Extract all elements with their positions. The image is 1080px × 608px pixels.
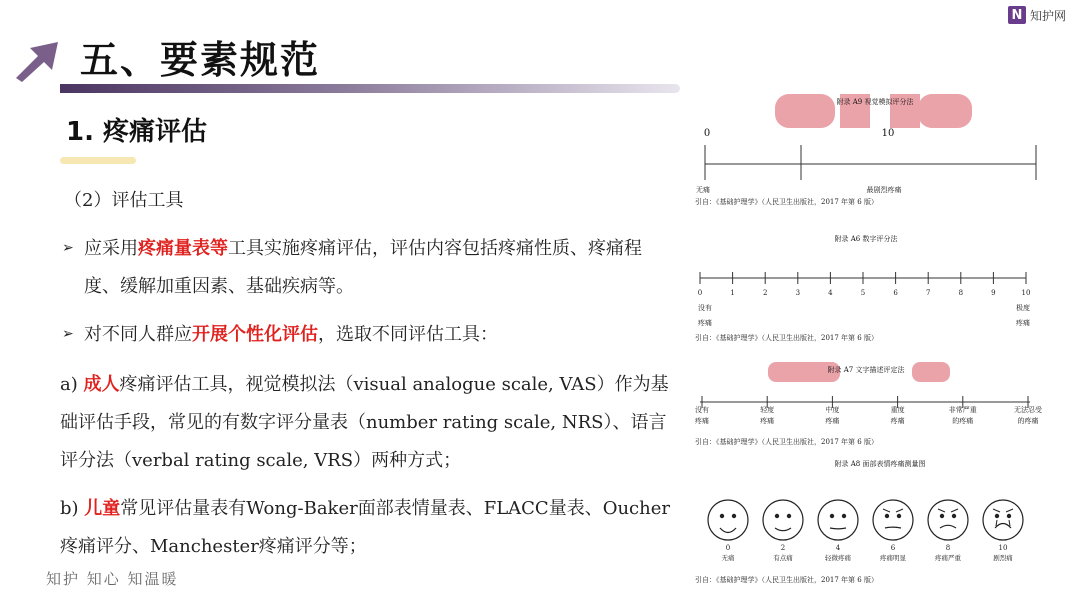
nrs-tick-label: 10: [1021, 289, 1031, 297]
pain-scales-svg: [690, 92, 1050, 592]
nrs-tick-label: 4: [828, 289, 833, 297]
item-text: b): [60, 498, 85, 519]
face-score: 10: [998, 544, 1008, 552]
nrs-right-label-1: 极度: [1016, 304, 1030, 312]
nrs-tick-label: 8: [958, 289, 964, 297]
item-highlight: 儿童: [84, 498, 121, 519]
faces-group: [708, 500, 1023, 562]
bullet-highlight: 开展个性化评估: [192, 324, 318, 345]
bullet-arrow-icon: ➢: [62, 240, 74, 256]
nrs-right-label-2: 疼痛: [1016, 319, 1030, 327]
vrs-label: 重度: [890, 406, 905, 414]
nrs-tick-label: 6: [893, 289, 898, 297]
nrs-tick-label: 3: [795, 289, 801, 297]
title-blob: [912, 362, 950, 382]
pain-face-icon: [708, 500, 748, 540]
vrs-label: 没有: [695, 406, 709, 414]
pain-face-icon: [873, 500, 913, 540]
page-title: 五、要素规范: [80, 38, 321, 82]
vrs-title: 附录 A7 文字描述评定法: [827, 366, 905, 374]
title-blob: [918, 94, 972, 128]
vrs-label: 非常严重: [948, 406, 977, 414]
title-underline: [60, 84, 680, 93]
section-subtitle: 1. 疼痛评估: [66, 117, 208, 147]
pain-face-icon: [818, 500, 858, 540]
nrs-tick-label: 2: [762, 289, 768, 297]
nrs-title: 附录 A6 数字评分法: [834, 235, 898, 243]
bullet-paragraph-2: [84, 316, 674, 354]
pain-face-icon: [928, 500, 968, 540]
bullet-arrow-icon: ➢: [62, 326, 74, 342]
bullet-paragraph-1: [84, 230, 674, 306]
vrs-citation: 引自：《基础护理学》（人民卫生出版社，2017 年第 6 版）: [695, 438, 878, 446]
bullet-highlight: 疼痛量表等: [138, 238, 228, 259]
face-score: 8: [945, 544, 951, 552]
vas-min: 0: [703, 128, 711, 139]
nrs-tick-group: [698, 272, 1031, 297]
face-score: 4: [835, 544, 841, 552]
face-label: 有点痛: [773, 554, 793, 562]
nrs-tick-label: 9: [991, 289, 996, 297]
faces-title: 附录 A8 面部表情疼痛测量图: [834, 460, 926, 468]
vrs-label: 的疼痛: [952, 417, 974, 425]
nrs-tick-label: 5: [860, 289, 866, 297]
pain-face-icon: [763, 500, 803, 540]
footer-slogan: 知护 知心 知温暖: [46, 570, 179, 588]
vas-right-label: 最剧烈疼痛: [866, 186, 902, 194]
nrs-citation: 引自：《基础护理学》（人民卫生出版社，2017 年第 6 版）: [695, 334, 878, 342]
bullet-text: 应采用: [84, 238, 138, 259]
title-blob: [775, 94, 835, 128]
faces-citation: 引自：《基础护理学》（人民卫生出版社，2017 年第 6 版）: [695, 576, 878, 584]
vrs-label: 疼痛: [760, 417, 775, 425]
vas-title: 附录 A9 视觉模拟评分法: [836, 98, 914, 106]
pain-face-icon: [983, 500, 1023, 540]
item-text: 常见评估量表有Wong-Baker面部表情量表、FLACC量表、Oucher疼痛评分、Manchester疼痛评分等；: [60, 498, 670, 557]
item-paragraph-a: [60, 366, 680, 480]
vrs-label: 疼痛: [695, 417, 709, 425]
item-text: a): [60, 374, 84, 395]
nrs-tick-label: 7: [925, 289, 931, 297]
face-score: 2: [780, 544, 786, 552]
logo-text: 知护网: [1029, 8, 1066, 23]
tool-heading: （2）评估工具: [64, 190, 184, 211]
nrs-left-label-1: 没有: [698, 304, 712, 312]
item-text: 疼痛评估工具，视觉模拟法（visual analogue scale, VAS）作为基础评估手段，常见的有数字评分量表（number rating scale, NRS）、语言评分法（verbal rating scale, VRS）两种方式；: [60, 374, 669, 471]
logo-icon: N: [1008, 6, 1026, 24]
item-highlight: 成人: [83, 374, 120, 395]
vas-left-label: 无痛: [696, 186, 710, 194]
face-label: 剧烈痛: [993, 554, 1013, 562]
face-label: 无痛: [721, 554, 735, 562]
face-label: 疼痛严重: [935, 554, 961, 562]
bullet-text: 对不同人群应: [84, 324, 192, 345]
vrs-label: 无法忍受: [1014, 406, 1042, 414]
face-score: 6: [890, 544, 896, 552]
face-score: 0: [725, 544, 731, 552]
subtitle-underline: [60, 157, 136, 164]
pain-scale-figure: [690, 92, 1050, 592]
bullet-text: ，选取不同评估工具：: [318, 324, 498, 345]
vrs-label: 中度: [825, 406, 840, 414]
vrs-label-group: [695, 396, 1042, 425]
vrs-label: 的疼痛: [1017, 417, 1039, 425]
arrow-decoration-icon: [8, 38, 64, 82]
item-paragraph-b: [60, 490, 680, 566]
nrs-tick-label: 0: [697, 289, 703, 297]
face-label: 轻微疼痛: [825, 554, 851, 562]
nrs-left-label-2: 疼痛: [698, 319, 712, 327]
vas-max: 10: [881, 128, 895, 139]
vrs-label: 轻度: [760, 406, 775, 414]
vrs-label: 疼痛: [890, 417, 905, 425]
face-label: 疼痛明显: [880, 554, 906, 562]
bullet-text: 工具实施疼痛评估，评估内容包括疼痛性质、疼痛程度、缓解加重因素、基础疾病等。: [84, 238, 642, 297]
nrs-tick-label: 1: [730, 289, 735, 297]
brand-logo: [1008, 6, 1066, 24]
vrs-label: 疼痛: [825, 417, 840, 425]
vas-citation: 引自：《基础护理学》（人民卫生出版社，2017 年第 6 版）: [695, 198, 878, 206]
